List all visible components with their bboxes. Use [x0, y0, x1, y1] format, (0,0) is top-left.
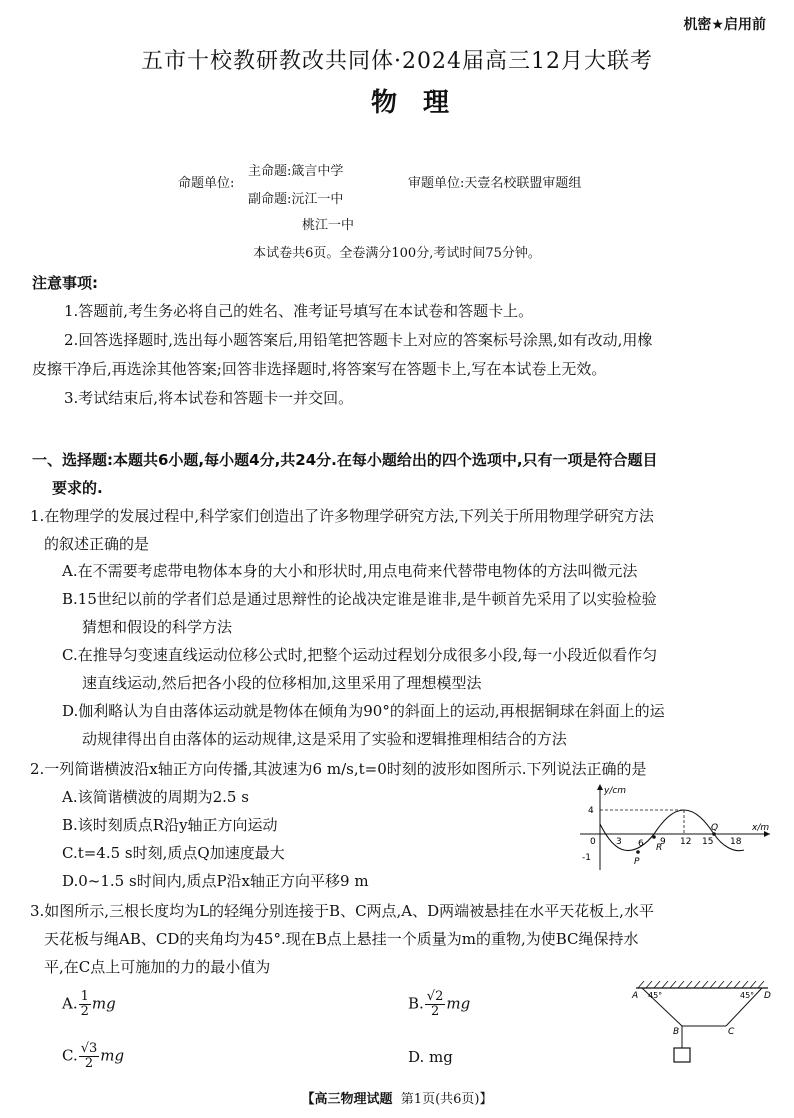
subject-title: 物理	[370, 88, 475, 118]
q3-option-c-num: √3	[80, 1041, 98, 1056]
wave-y-arrow	[597, 784, 603, 790]
q3-stem-line-2: 天花板与绳AB、CD的夹角均为45°.现在B点上悬挂一个质量为m的重物,为使BC绳保持水	[44, 930, 639, 948]
wave-tick-6: 6	[638, 839, 644, 849]
q1-option-b	[62, 585, 772, 641]
rope-point-a: A	[632, 991, 639, 1001]
q1-option-a: A.在不需要考虑带电物体本身的大小和形状时,用点电荷来代替带电物体的方法叫微元法	[62, 562, 638, 580]
wave-point-r-label: R	[656, 843, 663, 853]
page-footer	[0, 1088, 794, 1107]
footer-page-number: 第1页(共6页)】	[400, 1092, 493, 1107]
q1-option-c-line-2: 速直线运动,然后把各小段的位移相加,这里采用了理想模型法	[82, 674, 482, 692]
q1-option-d-line-2: 动规律得出自由落体的运动规律,这是采用了实验和逻辑推理相结合的方法	[82, 730, 567, 748]
exam-title: 五市十校教研教改共同体·2024届高三12月大联考	[141, 49, 653, 74]
author-vice-value-2: 桃江一中	[302, 218, 355, 233]
wave-point-p-label: P	[634, 857, 640, 867]
q1-option-b-line-2: 猜想和假设的科学方法	[82, 618, 233, 636]
section-heading-line-2: 要求的.	[52, 479, 103, 497]
q2-option-c: C.t=4.5 s时刻,质点Q加速度最大	[62, 844, 285, 862]
q1-option-b-line-1: B.15世纪以前的学者们总是通过思辩性的论战决定谁是谁非,是牛顿首先采用了以实验检验	[62, 590, 657, 608]
q2-option-d: D.0~1.5 s时间内,质点P沿x轴正方向平移9 m	[62, 872, 369, 890]
wave-tick-12: 12	[680, 837, 692, 847]
wave-origin: 0	[590, 837, 596, 847]
author-main-value: 箴言中学	[291, 164, 344, 179]
wave-point-p	[636, 850, 640, 854]
ceiling-hatch	[638, 981, 764, 988]
wave-tick-18: 18	[730, 837, 742, 847]
q3-option-c-suffix: mg	[100, 1046, 125, 1065]
q1-stem	[30, 502, 775, 558]
q3-option-b-den: 2	[430, 1004, 440, 1019]
q1-stem-line-1: 1.在物理学的发展过程中,科学家们创造出了许多物理学研究方法,下列关于所用物理学研究方法	[30, 507, 654, 525]
q3-option-d: D. mg	[408, 1048, 453, 1066]
q3-stem-line-1: 3.如图所示,三根长度均为L的轻绳分别连接于B、C两点,A、D两端被悬挂在水平天花板上,水平	[30, 902, 654, 920]
notice-heading: 注意事项:	[32, 274, 98, 292]
wave-y-label: y/cm	[604, 786, 627, 796]
wave-point-r	[652, 835, 656, 839]
section-heading	[32, 446, 772, 502]
rope-point-b: B	[673, 1027, 680, 1037]
author-unit-label: 命题单位:	[178, 176, 235, 191]
notice-item-2-cont: 皮擦干净后,再选涂其他答案;回答非选择题时,将答案写在答题卡上,写在本试卷上无效。	[32, 360, 607, 378]
q3-stem-line-3: 平,在C点上可施加的力的最小值为	[44, 958, 271, 976]
notice-item-2: 2.回答选择题时,选出每小题答案后,用铅笔把答题卡上对应的答案标号涂黑,如有改动,用橡	[64, 331, 653, 349]
q3-option-b	[408, 990, 470, 1019]
q3-option-a-den: 2	[80, 1004, 89, 1019]
notice-item-1: 1.答题前,考生务必将自己的姓名、准考证号填写在本试卷和答题卡上。	[64, 302, 534, 320]
rope-angle-right: 45°	[740, 991, 755, 1000]
q1-option-d	[62, 697, 772, 753]
wave-y-min: -1	[582, 853, 591, 863]
q3-option-b-fraction	[425, 990, 446, 1019]
q1-stem-line-2: 的叙述正确的是	[44, 535, 150, 553]
wave-tick-3: 3	[616, 837, 622, 847]
confidential-mark: 机密★启用前	[683, 17, 766, 33]
q3-option-b-num: √2	[426, 989, 444, 1004]
exam-info: 本试卷共6页。全卷满分100分,考试时间75分钟。	[253, 246, 541, 261]
q2-option-a: A.该简谐横波的周期为2.5 s	[62, 788, 249, 806]
wave-point-q-label: Q	[711, 823, 719, 833]
notice-item-3: 3.考试结束后,将本试卷和答题卡一并交回。	[64, 389, 354, 407]
wave-tick-15: 15	[702, 837, 714, 847]
q2-option-b: B.该时刻质点R沿y轴正方向运动	[62, 816, 278, 834]
rope-angle-left: 45°	[648, 991, 663, 1000]
rope-point-d: D	[764, 991, 771, 1001]
q3-stem	[30, 897, 775, 981]
q3-option-c	[62, 1042, 124, 1071]
wave-tick-9: 9	[660, 837, 666, 847]
review-unit: 审题单位:天壹名校联盟审题组	[408, 176, 582, 191]
q2-stem: 2.一列简谐横波沿x轴正方向传播,其波速为6 m/s,t=0时刻的波形如图所示.下列说法正确的是	[30, 760, 647, 778]
q3-option-a-fraction	[79, 990, 91, 1019]
q3-option-a-suffix: mg	[91, 994, 116, 1013]
author-vice	[248, 188, 343, 207]
q1-option-c	[62, 641, 772, 697]
q3-option-b-suffix: mg	[446, 994, 471, 1013]
wave-y-max: 4	[588, 806, 594, 816]
author-main-label: 主命题:	[248, 164, 292, 179]
q3-option-a-num: 1	[80, 989, 89, 1004]
q3-option-b-prefix: B.	[408, 994, 424, 1013]
footer-exam-name: 【高三物理试题	[301, 1092, 393, 1107]
section-heading-line-1: 一、选择题:本题共6小题,每小题4分,共24分.在每小题给出的四个选项中,只有一项是符合题目	[32, 451, 658, 469]
author-main	[248, 160, 343, 179]
wave-x-label: x/m	[752, 823, 770, 833]
hanging-mass	[674, 1048, 690, 1062]
q1-option-d-line-1: D.伽利略认为自由落体运动就是物体在倾角为90°的斜面上的运动,再根据铜球在斜面上的运	[62, 702, 665, 720]
author-vice-value-1: 沅江一中	[291, 192, 344, 207]
author-vice-label: 副命题:	[248, 192, 292, 207]
rope-figure	[630, 978, 772, 1074]
rope-point-c: C	[728, 1027, 735, 1037]
q3-option-a-prefix: A.	[62, 994, 78, 1013]
wave-figure	[574, 780, 774, 872]
q3-option-a	[62, 990, 116, 1019]
q3-option-c-fraction	[79, 1042, 100, 1071]
q1-option-c-line-1: C.在推导匀变速直线运动位移公式时,把整个运动过程划分成很多小段,每一小段近似看作匀	[62, 646, 658, 664]
q3-option-c-prefix: C.	[62, 1046, 78, 1065]
q3-option-c-den: 2	[84, 1056, 94, 1071]
